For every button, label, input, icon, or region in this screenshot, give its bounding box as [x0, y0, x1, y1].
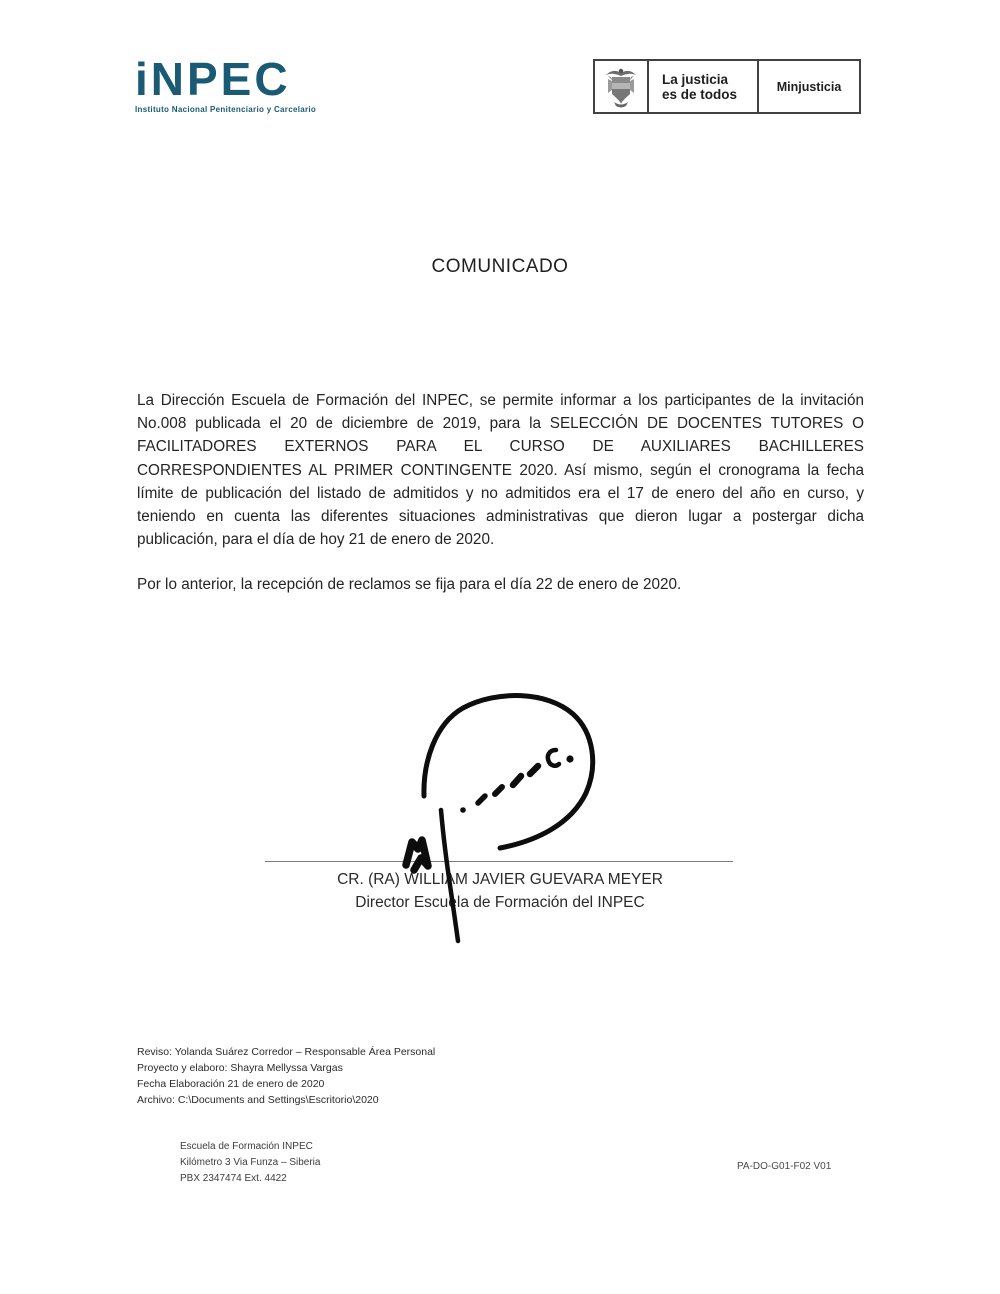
slogan-line-2: es de todos — [662, 86, 738, 102]
address-line-1: Escuela de Formación INPEC — [180, 1141, 313, 1152]
justice-slogan-cell — [649, 61, 759, 112]
credit-line-archivo: Archivo: C:\Documents and Settings\Escritorio\2020 — [137, 1094, 379, 1106]
footer-address-block — [180, 1139, 320, 1187]
inpec-logo-tagline: Instituto Nacional Penitenciario y Carcelario — [135, 105, 317, 114]
form-code: PA-DO-G01-F02 V01 — [737, 1161, 832, 1172]
document-title: COMUNICADO — [431, 256, 569, 277]
coat-of-arms-cell — [595, 61, 649, 112]
colombia-coat-of-arms-icon — [604, 66, 638, 108]
slogan-line-1: La justicia — [662, 71, 729, 87]
justice-slogan — [662, 72, 737, 102]
address-line-3: PBX 2347474 Ext. 4422 — [180, 1173, 287, 1184]
address-line-2: Kilómetro 3 Via Funza – Siberia — [180, 1157, 321, 1168]
signer-name: CR. (RA) WILLIAM JAVIER GUEVARA MEYER — [337, 871, 663, 888]
government-badge — [593, 59, 861, 114]
credit-line-proyecto: Proyecto y elaboro: Shayra Mellyssa Vargas — [137, 1062, 343, 1074]
ministry-cell — [759, 61, 859, 112]
signer-title: Director Escuela de Formación del INPEC — [355, 894, 645, 911]
document-body — [137, 389, 864, 619]
signature-line — [265, 861, 733, 862]
credit-line-reviso: Reviso: Yolanda Suárez Corredor – Responsable Área Personal — [137, 1046, 436, 1058]
body-paragraph-2: Por lo anterior, la recepción de reclamos se fija para el día 22 de enero de 2020. — [137, 576, 682, 594]
ministry-label: Minjusticia — [776, 79, 842, 94]
credits-block — [137, 1044, 435, 1108]
credit-line-fecha: Fecha Elaboración 21 de enero de 2020 — [137, 1078, 325, 1090]
inpec-logo — [135, 53, 317, 114]
inpec-logo-wordmark: iNPEC — [135, 53, 291, 105]
body-paragraph-1: La Dirección Escuela de Formación del INPEC, se permite informar a los participantes de la invitación No.008 publicada el 20 de diciembre de 2019, para la SELECCIÓN DE DOCENTES TUTORES O FACILITADORES EXTERNOS PARA EL CURSO DE AUXILIARES BACHILLERES CORRESPONDIENTES AL PRIMER CONTINGENTE 2020. Así mismo, según el cronograma la fecha límite de publicación del listado de admitidos y no admitidos era el 17 de enero del año en curso, y teniendo en cuenta las diferentes situaciones administrativas que dieron lugar a postergar dicha publicación, para el día de hoy 21 de enero de 2020. — [137, 392, 864, 549]
